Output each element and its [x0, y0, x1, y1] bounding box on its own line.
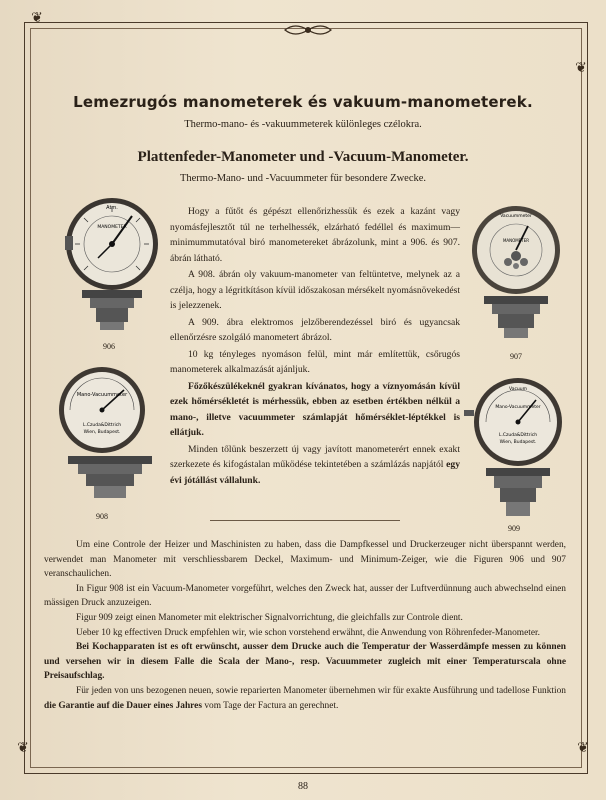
subtitle-german: Thermo-Mano- und -Vacuummeter für besondere Zwecke. — [179, 173, 427, 184]
de-last-bold: die Garantie auf die Dauer eines Jahres — [44, 700, 202, 711]
gauge-908-name: Mano-Vacuummeter — [76, 392, 128, 398]
gauge-906-name: MANOMETER — [97, 225, 127, 230]
title-german: Plattenfeder-Manometer und -Vacuum-Manometer. — [137, 149, 469, 165]
hu-paragraph-bold: Főzőkészülékeknél gyakran kívánatos, hogy a víznyomásán kívül ezek hőmérsékletét is mérhessük, ebben az esetben értékben nélkül a mano-, illetve vacuummeter számlapját hőmérséklet-léptékkel is ellátjuk. — [170, 380, 460, 438]
top-ornament-icon — [283, 20, 333, 40]
hungarian-body — [170, 204, 460, 489]
gauge-909-name: Mano-Vacuummeter — [495, 405, 541, 410]
gauge-908-image — [58, 366, 170, 506]
gauge-906-image — [60, 196, 170, 336]
caption-909: 909 — [508, 524, 520, 533]
corner-ornament-icon: ❦ — [17, 741, 29, 756]
de-paragraph: Figur 909 zeigt einen Manometer mit elektrischer Signalvorrichtung, die gleichfalls zur Controle dient. — [76, 612, 463, 623]
caption-908: 908 — [96, 512, 108, 521]
de-paragraph: In Figur 908 ist ein Vacuum-Manometer vorgeführt, welches den Zweck hat, ausser der Luftverdünnung auch abwechselnd einen mässigen Druck anzuzeigen. — [44, 583, 566, 609]
corner-ornament-icon: ❦ — [577, 741, 589, 756]
hu-paragraph: A 908. ábrán oly vakuum-manometer van feltüntetve, melynek az a czélja, hogy a légritkításon kívül időszakosan mérsékelt nyomásnövekedést is jelezzenek. — [170, 269, 460, 311]
gauge-909-maker: L.Czuda&Dittrich — [498, 433, 538, 438]
corner-ornament-icon: ❦ — [31, 11, 43, 26]
gauge-908-maker: L.Czuda&Dittrich — [82, 423, 122, 428]
subtitle-hungarian: Thermo-mano- és -vakuummeterek különleges czélokra. — [184, 119, 422, 130]
de-last-b: vom Tage der Factura an gerechnet. — [204, 700, 339, 711]
hu-paragraph-last — [170, 442, 460, 489]
caption-906: 906 — [103, 342, 115, 351]
gauge-909-top: Vacuum — [508, 387, 528, 392]
de-paragraph: Ueber 10 kg effectiven Druck empfehlen wir, wie schon vorstehend erwähnt, die Anwendung von Röhrenfeder-Manometer. — [76, 627, 540, 638]
gauge-909-city: Wien, Budapest. — [499, 440, 537, 445]
gauge-908-city: Wien, Budapest. — [83, 430, 121, 435]
gauge-909-image — [462, 374, 566, 530]
german-body — [44, 538, 566, 713]
gauge-907-image — [466, 204, 566, 344]
de-last-a: Für jeden von uns bezogenen neuen, sowie reparierten Manometer übernehmen wir für exakte Ausführung und tadellose Funktion — [76, 685, 566, 696]
divider — [210, 520, 400, 521]
hu-paragraph: Hogy a fűtőt és gépészt ellenőrizhessük és ezek a kazánt vagy nyomásfejlesztőt túl ne terhelhessék, elzárható fedéllel és maximum—minimummutatóval biró manometereket ábrázolunk, mint a 906. és 907. ábrán látható. — [170, 206, 460, 264]
hu-paragraph: A 909. ábra elektromos jelzőberendezéssel biró és ugyancsak ellenőrzésre szolgáló manometert ábrázol. — [170, 316, 460, 343]
hu-paragraph: 10 kg tényleges nyomáson felül, mint már említettük, csőrugós manometerek alkalmazását ajánljuk. — [170, 348, 460, 375]
de-paragraph: Um eine Controle der Heizer und Maschinisten zu haben, dass die Dampfkessel und Druckerzeuger nicht überspannt werden, verwendet man Manometer mit verschliessbarem Deckel, Maximum- und Minimum-Zeiger, wie die Figuren 906 und 907 veranschaulichen. — [44, 540, 566, 580]
de-paragraph-last — [44, 684, 566, 713]
gauge-907-name: MANOMETER — [502, 238, 530, 243]
hu-last-text: Minden tőlünk beszerzett új vagy javított manometerért ennek exakt szerkezete és kifogástalan működése tekintetében a számlázás napjától — [170, 443, 460, 470]
gauge-907-top: Vacuummeter — [500, 214, 532, 219]
corner-ornament-icon: ❦ — [575, 61, 587, 76]
de-paragraph-bold: Bei Kochapparaten ist es oft erwünscht, ausser dem Drucke auch die Temperatur der Wasserdämpfe messen zu können und versehen wir in diesem Falle die Scala der Mano-, resp. Vacuummeter zugleich mit einer Temperaturscala ohne Preisaufschlag. — [44, 642, 566, 682]
caption-907: 907 — [510, 352, 522, 361]
hu-last-bold: egy évi jótállást vállalunk. — [170, 459, 460, 486]
page-number: 88 — [298, 781, 308, 792]
title-hungarian: Lemezrugós manometerek és vakuum-manometerek. — [73, 93, 533, 111]
gauge-906-top: Atm. — [106, 205, 118, 211]
